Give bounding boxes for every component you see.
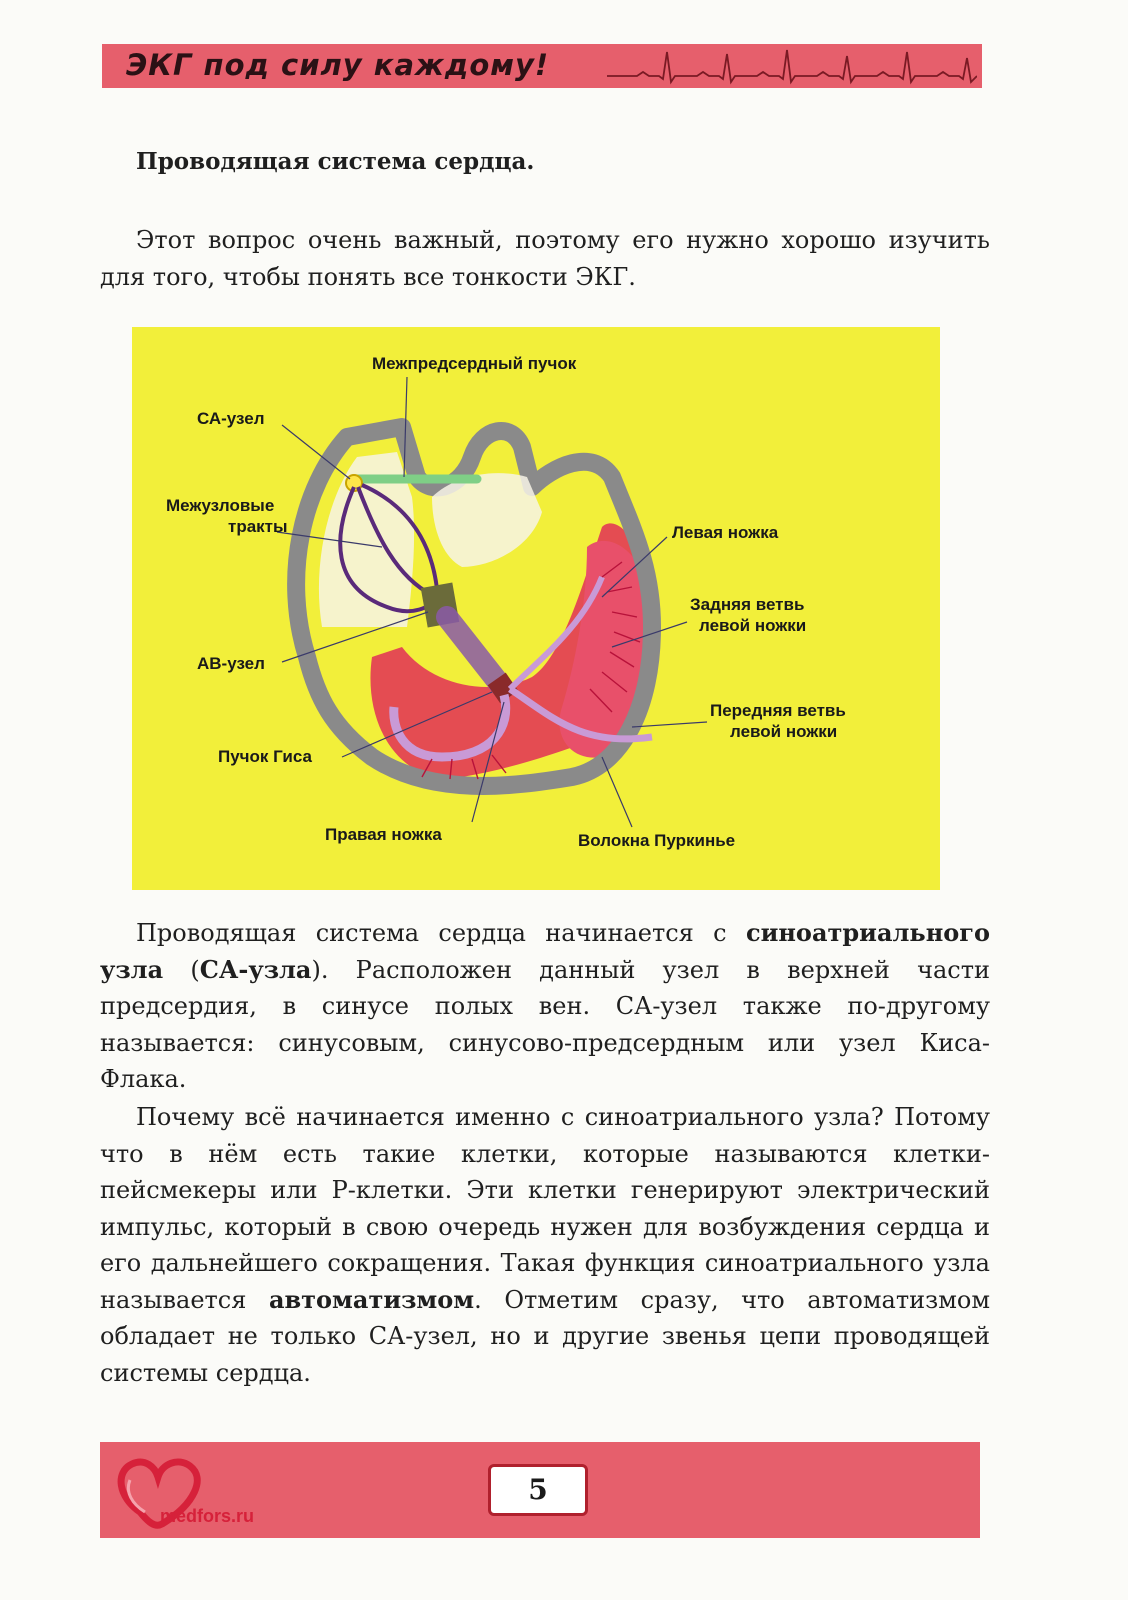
section-heading: Проводящая система сердца. (136, 148, 535, 175)
label-posterior-branch-line1: Задняя ветвь (690, 595, 805, 614)
his-bundle-path (447, 617, 502, 687)
p1-bold-term: синоатриального узла (100, 918, 990, 984)
intro-text: Этот вопрос очень важный, поэтому его нужно хорошо изучить для того, чтобы понять все тонкости ЭКГ. (100, 226, 990, 291)
paragraph-automatism (100, 1099, 990, 1391)
p1-text-2: ( (163, 955, 200, 984)
intro-paragraph (100, 222, 990, 295)
p1-text-3: ). Расположен данный узел в верхней части предсердия, в синусе полых вен. СА-узел также по-другому называется: синусовым, синусово-предсердным или узел Киса-Флака. (100, 955, 990, 1093)
p2-bold-term: автоматизмом (268, 1284, 475, 1314)
paragraph-sa-node (100, 915, 990, 1098)
p1-text-1: Проводящая система сердца начинается с (136, 919, 746, 947)
label-sa-node: СА-узел (197, 409, 265, 428)
page-number: 5 (488, 1464, 588, 1516)
label-left-bundle: Левая ножка (672, 523, 779, 542)
label-anterior-branch-line1: Передняя ветвь (710, 701, 846, 720)
label-purkinje-fibers: Волокна Пуркинье (578, 831, 736, 850)
p2-text-2: . Отметим сразу, что автоматизмом обладает не только СА-узел, но и другие звенья цепи проводящей системы сердца. (100, 1285, 990, 1387)
header-banner (102, 44, 982, 88)
header-title: ЭКГ под силу каждому! (126, 48, 550, 82)
label-right-bundle: Правая ножка (325, 825, 442, 844)
ecg-line-icon (607, 46, 977, 86)
p1-bold-abbrev: СА-узла (199, 954, 312, 984)
label-internodal-tracts-line2: тракты (228, 517, 288, 536)
label-internodal-tracts-line1: Межузловые (166, 496, 275, 515)
label-posterior-branch-line2: левой ножки (699, 616, 807, 635)
heart-conduction-figure (132, 327, 940, 890)
label-his-bundle: Пучок Гиса (218, 747, 312, 766)
left-atrium (432, 473, 542, 567)
p2-text-1: Почему всё начинается именно с синоатриального узла? Потому что в нём есть такие клетки, которые называются клетки-пейсмекеры или Р-клетки. Эти клетки генерируют электрический импульс, который в свою очередь нужен для возбуждения сердца и его дальнейшего сокращения. Такая функция синоатриального узла называется (100, 1103, 990, 1314)
label-interatrial-bundle: Межпредсердный пучок (372, 354, 577, 373)
label-av-node: АВ-узел (197, 654, 265, 673)
logo-text[interactable]: medfors.ru (160, 1506, 255, 1526)
label-anterior-branch-line2: левой ножки (730, 722, 838, 741)
